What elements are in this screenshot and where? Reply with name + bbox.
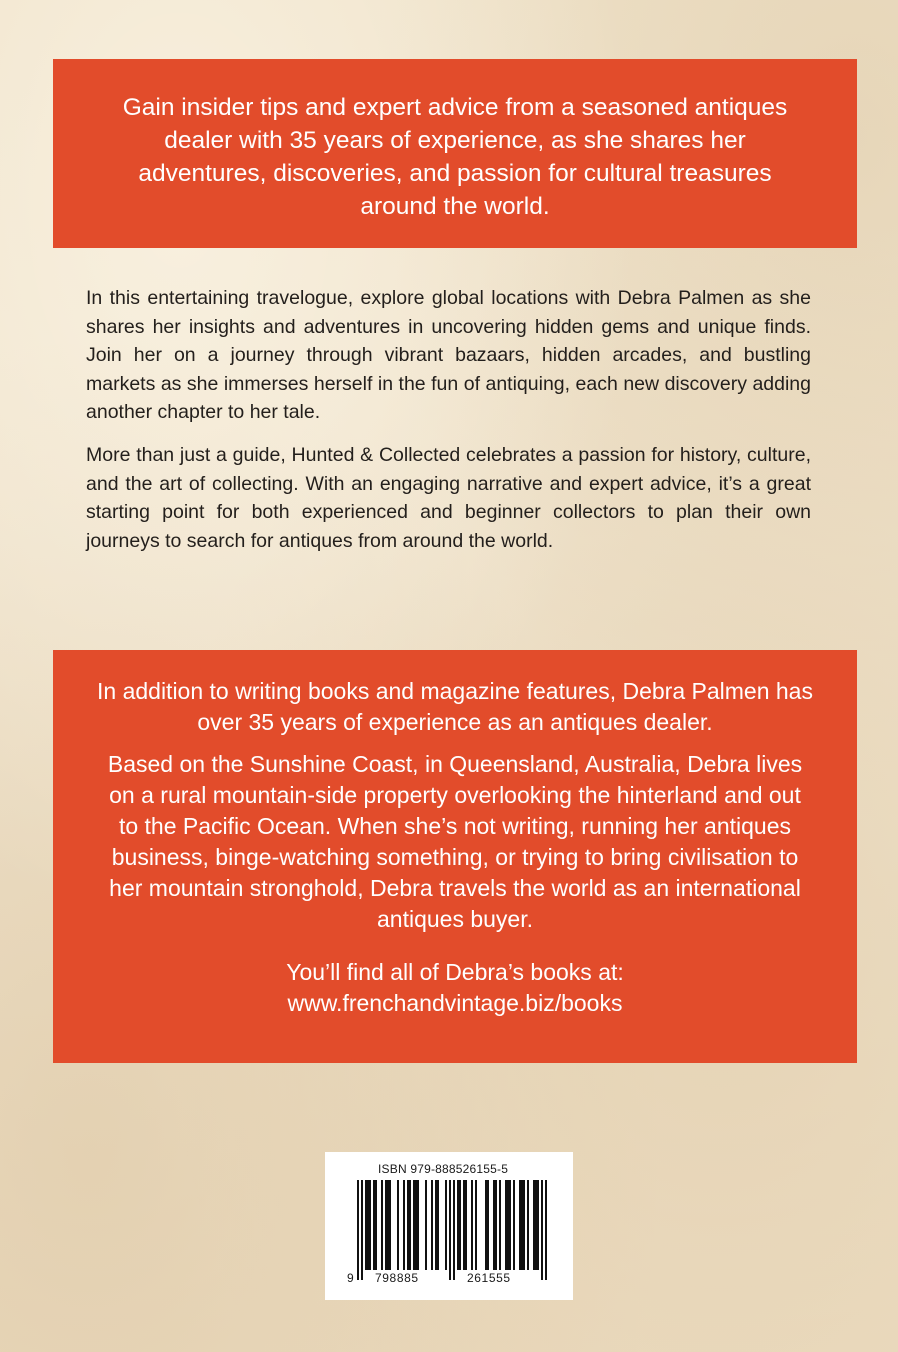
barcode-bar	[431, 1180, 433, 1270]
barcode-bar	[407, 1180, 411, 1270]
barcode-bar	[533, 1180, 539, 1270]
barcode-right-digits: 261555	[467, 1271, 511, 1285]
description-paragraph-2: More than just a guide, Hunted & Collected celebrates a passion for history, culture, and the art of collecting. With an engaging narrative and expert advice, it’s a great starting point for both experienced and beginner collectors to plan their own journeys to search for antiques from around the world.	[86, 443, 811, 552]
bio-paragraph-2: Based on the Sunshine Coast, in Queensland, Australia, Debra lives on a rural mountain-side property overlooking the hinterland and out to the Pacific Ocean. When she’s not writing, running her antiques business, binge-watching something, or trying to bring civilisation to her mountain stronghold, Debra travels the world as an international antiques buyer.	[107, 751, 803, 932]
barcode-guard-bar	[453, 1180, 455, 1280]
barcode-left-digits: 798885	[375, 1271, 419, 1285]
author-bio-panel	[53, 650, 857, 1063]
book-description	[86, 284, 811, 569]
barcode-bar	[403, 1180, 405, 1270]
barcode-bar	[527, 1180, 529, 1270]
tagline-text: Gain insider tips and expert advice from a seasoned antiques dealer with 35 years of experience, as she shares her adventures, discoveries, and passion for cultural treasures around the world.	[122, 94, 788, 220]
barcode-bar	[475, 1180, 477, 1270]
isbn-barcode	[325, 1152, 573, 1300]
barcode-bar	[493, 1180, 497, 1270]
barcode-bar	[385, 1180, 391, 1270]
barcode-bar	[471, 1180, 473, 1270]
barcode-guard-bar	[361, 1180, 363, 1280]
barcode-bar	[381, 1180, 383, 1270]
barcode-guard-bar	[449, 1180, 451, 1280]
barcode-bar	[373, 1180, 377, 1270]
barcode-bar	[505, 1180, 511, 1270]
barcode-bar	[485, 1180, 489, 1270]
description-paragraph-1: In this entertaining travelogue, explore global locations with Debra Palmen as she shares her insights and adventures in uncovering hidden gems and unique finds. Join her on a journey through vibrant bazaars, hidden arcades, and bustling markets as she immerses herself in the fun of antiquing, each new discovery adding another chapter to her tale.	[86, 287, 811, 424]
barcode-bar	[457, 1180, 461, 1270]
barcode-bar	[445, 1180, 447, 1270]
isbn-label: ISBN 979-888526155-5	[378, 1162, 509, 1176]
barcode-bar	[513, 1180, 515, 1270]
barcode-bar	[499, 1180, 501, 1270]
books-url-link[interactable]: www.frenchandvintage.biz/books	[287, 990, 623, 1016]
bio-paragraph-1: In addition to writing books and magazine features, Debra Palmen has over 35 years of experience as an antiques dealer.	[97, 678, 813, 735]
barcode-bar	[435, 1180, 439, 1270]
books-info	[97, 957, 813, 1019]
barcode-guard-bar	[545, 1180, 547, 1280]
tagline-panel	[53, 59, 857, 248]
barcode-bar	[463, 1180, 467, 1270]
barcode-bar	[397, 1180, 399, 1270]
barcode-first-digit: 9	[347, 1271, 354, 1285]
barcode-bar	[365, 1180, 371, 1270]
barcode-bar	[425, 1180, 427, 1270]
barcode-bar	[519, 1180, 525, 1270]
barcode-guard-bar	[357, 1180, 359, 1280]
barcode-bar	[413, 1180, 419, 1270]
barcode-guard-bar	[541, 1180, 543, 1280]
books-line: You’ll find all of Debra’s books at:	[286, 959, 624, 985]
